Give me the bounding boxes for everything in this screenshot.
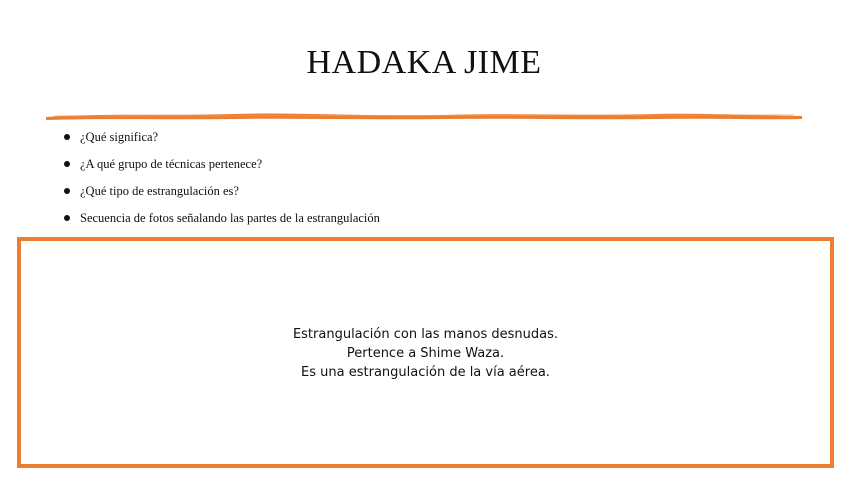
title-underline-brushstroke — [44, 108, 804, 124]
bullet-dot — [64, 161, 70, 167]
slide-title: HADAKA JIME — [306, 44, 542, 81]
bullet-text: ¿A qué grupo de técnicas pertenece? — [80, 157, 263, 171]
list-item — [62, 151, 380, 178]
answer-text — [21, 325, 830, 382]
answer-text-box — [17, 237, 834, 468]
answer-line: Estrangulación con las manos desnudas. — [292, 327, 559, 342]
answer-line: Pertence a Shime Waza. — [346, 346, 505, 361]
list-item — [62, 205, 380, 232]
bullet-text: ¿Qué tipo de estrangulación es? — [80, 184, 239, 198]
bullet-dot — [64, 188, 70, 194]
list-item — [62, 178, 380, 205]
bullet-text: ¿Qué significa? — [80, 130, 159, 144]
bullet-dot — [64, 134, 70, 140]
answer-line: Es una estrangulación de la vía aérea. — [301, 365, 550, 380]
bullet-text: Secuencia de fotos señalando las partes de la estrangulación — [80, 211, 380, 225]
question-list — [62, 124, 380, 232]
list-item — [62, 124, 380, 151]
bullet-dot — [64, 215, 70, 221]
